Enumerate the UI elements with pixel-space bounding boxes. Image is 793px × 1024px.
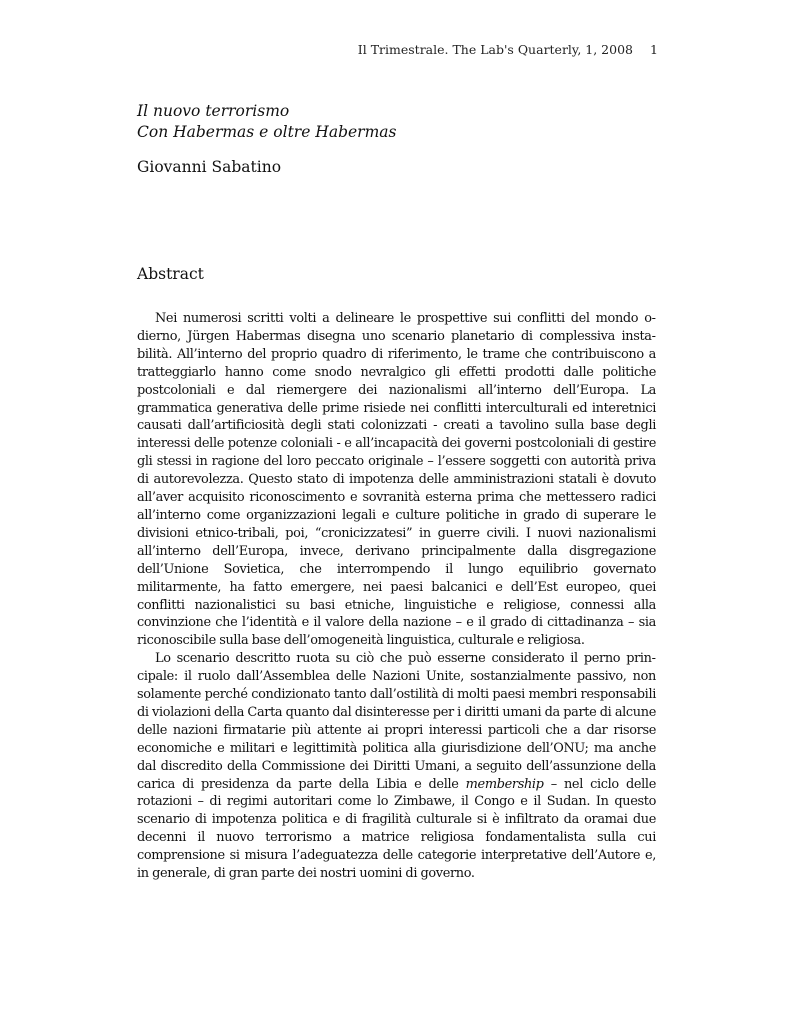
journal-citation: Il Trimestrale. The Lab's Quarterly, 1, 2008 (357, 42, 633, 57)
paragraph-2-text-a: Lo scenario descritto ruota su ciò che può esserne considerato il perno principale: il ruolo dall’Assemblea delle Nazioni Unite, sostanzialmente passivo, non solamente perché condizionato tanto dall’ostilità di molti paesi membri responsabili di violazioni della Carta quanto dal disinteresse per i diritti umani da parte di alcune delle nazioni firmatarie più attente ai propri interessi particoli che a dar risorse economiche e militari e legittimità politica alla giurisdizione dell’ONU; ma anche dal discredito della Commissione dei Diritti Umani, a seguito dell’assunzione della carica di presidenza da parte della Libia e delle (137, 651, 656, 792)
abstract-heading: Abstract (137, 265, 204, 283)
page-number: 1 (650, 42, 658, 57)
title-line-2: Con Habermas e oltre Habermas (137, 123, 397, 141)
article-title (137, 101, 396, 143)
paragraph-2-italic-term: membership (465, 776, 544, 792)
abstract-paragraph-2 (137, 650, 656, 883)
title-line-1: Il nuovo terrorismo (137, 102, 290, 120)
abstract-body (137, 310, 656, 883)
author-name: Giovanni Sabatino (137, 158, 282, 176)
abstract-paragraph-1: Nei numerosi scritti volti a delineare le prospettive sui conflitti del mondo odierno, Jürgen Habermas disegna uno scenario planetario di complessiva instabilità. All’interno del proprio quadro di riferimento, le trame che contribuiscono a tratteggiarlo hanno come snodo nevralgico gli effetti prodotti dalle politiche postcoloniali e dal riemergere dei nazionalismi all’interno dell’Europa. La grammatica generativa delle prime risiede nei conflitti interculturali ed interetnici causati dall’artificiosità degli stati colonizzati - creati a tavolino sulla base degli interessi delle potenze coloniali - e all’incapacità dei governi postcoloniali di gestire gli stessi in ragione del loro peccato originale – l’essere soggetti con autorità priva di autorevolezza. Questo stato di impotenza delle amministrazioni statali è dovuto all’aver acquisito riconoscimento e sovranità esterna prima che mettessero radici all’interno come organizzazioni legali e culture politiche in grado di superare le divisioni etnico-tribali, poi, “cronicizzatesi” in guerre civili. I nuovi nazionalismi all’interno dell’Europa, invece, derivano principalmente dalla disgregazione dell’Unione Sovietica, che interrompendo il lungo equilibrio governato militarmente, ha fatto emergere, nei paesi balcanici e dell’Est europeo, quei conflitti nazionalistici su basi etniche, linguistiche e religiose, connessi alla convinzione che l’identità e il valore della nazione – e il grado di cittadinanza – sia riconoscibile sulla base dell’omogeneità linguistica, culturale e religiosa. (137, 311, 656, 649)
paragraph-2-text-b: – nel ciclo delle rotazioni – di regimi autoritari come lo Zimbawe, il Congo e il Sudan. In questo scenario di impotenza politica e di fragilità culturale si è infiltrato da oramai due decenni il nuovo terrorismo a matrice religiosa fondamentalista sulla cui comprensione si misura l’adeguatezza delle categorie interpretative dell’Autore e, in generale, di gran parte dei nostri uomini di governo. (137, 776, 656, 882)
